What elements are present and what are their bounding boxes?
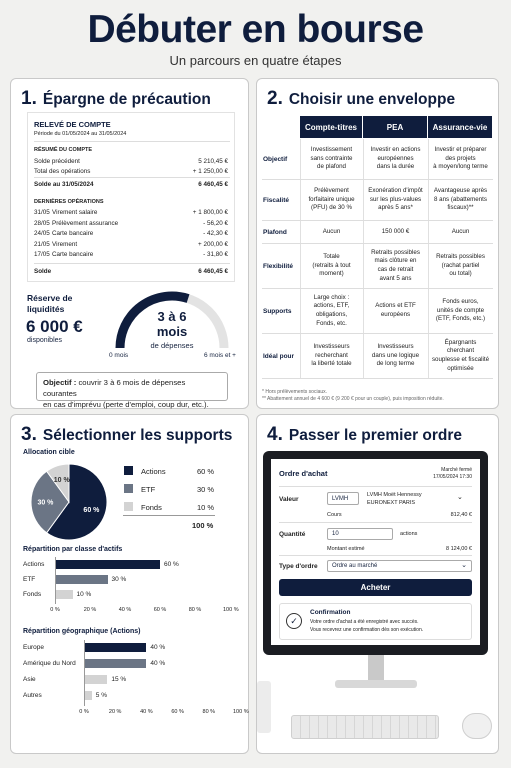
op-amount: - 56,20 € [203,219,228,227]
buy-button[interactable]: Acheter [279,579,472,596]
op-label: Virement [52,240,78,248]
bar-label: Europe [23,644,44,651]
legend-swatch [124,466,133,475]
monitor-stand [368,655,384,683]
bar-value: 30 % [111,576,127,583]
row-divider [262,378,493,379]
bar-value: 5 % [95,692,107,699]
row-label: Supports [263,307,292,315]
statement-period: Période du 01/05/2024 au 31/05/2024 [34,131,127,137]
order-form [271,459,480,645]
table-cell: Fonds euros, unités de compte (ETF, Fonds, etc.) [428,289,492,333]
bar [55,590,73,599]
gauge-caption: de dépenses [150,341,194,350]
op-amount: + 1 800,00 € [192,209,228,216]
bar-value: 40 % [150,660,166,667]
pie-label: 60 % [83,506,100,514]
bar-label: Asie [23,676,36,683]
confirmation-line-2: Vous recevrez une confirmation dès son exécution. [310,627,424,633]
table-cell: Prélèvement forfaitaire unique (PFU) de 30 % [300,180,362,220]
bar [84,659,146,668]
gauge-max: 6 mois et + [204,352,236,359]
bar-value: 10 % [76,591,92,598]
estimate-value: 8 124,00 € [446,546,472,552]
card1-title: 1. Épargne de précaution [21,88,211,109]
alloc-heading: Allocation cible [23,449,75,456]
last-ops-heading: DERNIÈRES OPÉRATIONS [34,199,104,205]
footnote-1: * Hors prélèvements sociaux. [262,389,328,395]
row-label: Plafond [263,228,287,236]
security-exchange: EURONEXT PARIS [367,500,416,506]
col-header: Compte-titres [300,116,362,138]
card3-title: 3. Sélectionner les supports [21,424,233,445]
prev-balance-value: 5 210,45 € [198,158,228,165]
balance-label: Solde au 31/05/2024 [34,181,94,188]
op-amount: - 42,30 € [203,230,228,237]
reserve-value: 6 000 € [26,317,83,336]
bar [84,691,92,700]
legend-swatch [124,502,133,511]
bar-label: Actions [23,561,45,568]
confirmation-heading: Confirmation [310,609,351,616]
col-header: Assurance-vie [428,116,492,138]
statement-heading: RELEVÉ DE COMPTE [34,120,111,129]
card-enveloppe [256,78,499,409]
op-date: 21/05 [34,240,50,248]
table-cell: Aucun [428,221,492,243]
ops-total-value: + 1 250,00 € [192,168,228,175]
table-cell: Exonération d'impôt sur les plus-values après 5 ans* [363,180,427,220]
order-type-select[interactable]: Ordre au marché ⌄ [327,560,472,572]
bar-label: Fonds [23,591,42,598]
quantity-input[interactable]: 10 [327,528,393,540]
legend-label: Actions [141,467,166,476]
quantity-label: Quantité [279,531,306,538]
summary-heading: RÉSUMÉ DU COMPTE [34,147,93,153]
op-amount: + 200,00 € [198,240,228,248]
bar-value: 40 % [150,644,166,651]
geo-heading: Répartition géographique (Actions) [23,628,141,635]
check-icon: ✓ [286,613,302,629]
bar-value: 60 % [164,561,179,568]
card4-title: 4. Passer le premier ordre [267,424,463,445]
total-value: 6 460,45 € [198,268,228,275]
table-cell: Aucun [300,221,362,243]
classes-heading: Répartition par classe d'actifs [23,546,123,553]
pie-label: 30 % [37,499,54,507]
axis-line [84,640,85,706]
cours-value: 812,40 € [450,512,472,518]
monitor-base [335,680,417,688]
bar-value: 15 % [111,676,127,683]
tick-label: 80 % [202,709,216,715]
market-date: 17/05/2024 17:30 [433,474,472,480]
table-cell: Investir et préparer des projets à moyen/long terme [428,139,492,179]
ticker-field[interactable]: LVMH [327,492,359,505]
table-cell: Avantageuse après 8 ans (abattements fiscaux)** [428,180,492,220]
card-supports [10,414,249,754]
cours-label: Cours [327,512,342,518]
legend-swatch [124,484,133,493]
legend-label: ETF [141,485,156,494]
op-label: Virement salaire [52,209,98,216]
op-label: Carte bancaire [52,230,94,237]
op-label: Carte bancaire [52,251,94,258]
pie-label: 10 % [53,477,70,485]
op-date: 24/05 [34,230,50,237]
reserve-sub: disponibles [27,337,63,344]
tick-label: 0 % [79,709,89,715]
ops-total-label: Total des opérations [34,168,91,175]
op-date: 17/05 [34,251,50,258]
confirmation-box [279,603,472,640]
keyboard [291,715,439,739]
tick-label: 20 % [83,607,97,613]
gauge-value: 3 à 6 mois [156,309,188,339]
row-label: Objectif [263,155,288,163]
table-cell: 150 000 € [363,221,427,243]
estimate-label: Montant estimé [327,546,365,552]
bar-label: ETF [23,576,36,583]
security-name: LVMH Moët Hennessy [367,492,422,498]
table-cell: Investisseurs recherchant la liberté totale [300,334,362,378]
balance-value: 6 460,45 € [198,181,228,188]
footnote-2: ** Abattement annuel de 4 600 € (9 200 € pour un couple), puis imposition réduite. [262,396,444,402]
prev-balance-label: Solde précédent [34,158,80,165]
tick-label: 20 % [108,709,122,715]
table-cell: Totale (retraits à tout moment) [300,244,362,288]
valeur-label: Valeur [279,496,299,503]
quantity-unit: actions [400,531,418,537]
alloc-total: 100 % [192,521,214,530]
bank-statement [27,112,235,282]
bar [84,675,107,684]
legend-value: 30 % [197,485,215,494]
tick-label: 80 % [188,607,202,613]
row-label: Fiscalité [263,196,290,204]
alloc-pie [29,462,109,542]
total-label: Solde [34,268,52,275]
reserve-label: Réserve de liquidités [27,293,73,315]
desk-object [257,681,271,733]
row-label: Idéal pour [263,352,295,360]
order-title: Ordre d'achat [279,469,328,478]
card-ordre [256,414,499,754]
chevron-down-icon[interactable]: ⌄ [457,494,463,501]
bar-label: Autres [23,692,42,699]
tick-label: 0 % [50,607,60,613]
table-cell: Épargnants cherchant souplesse et fiscalité optimisée [428,334,492,378]
card-epargne [10,78,249,409]
col-header: PEA [363,116,427,138]
mouse [462,713,492,739]
table-cell: Retraits possibles (rachat partiel ou total) [428,244,492,288]
op-amount: - 31,80 € [203,251,228,258]
legend-value: 60 % [197,467,215,476]
bar-label: Amérique du Nord [23,660,76,667]
row-label: Flexibilité [263,262,293,270]
tick-label: 40 % [118,607,132,613]
legend-label: Fonds [141,503,162,512]
bar [55,560,160,569]
axis-line [55,557,56,604]
objective-box: Objectif : couvrir 3 à 6 mois de dépenses courantes en cas d'imprévu (perte d'emploi, coup dur, etc.). [36,372,228,401]
table-cell: Large choix : actions, ETF, obligations, Fonds, etc. [300,289,362,333]
tick-label: 60 % [153,607,167,613]
bar [84,643,146,652]
table-cell: Investir en actions européennes dans la durée [363,139,427,179]
op-date: 31/05 [34,209,50,216]
tick-label: 100 % [233,709,249,715]
market-status: Marché fermé [441,467,472,473]
page-subtitle: Un parcours en quatre étapes [169,53,342,68]
op-date: 28/05 [34,219,50,227]
page-title: Débuter en bourse [87,8,424,51]
table-cell: Retraits possibles mais clôture en cas de retrait avant 5 ans [363,244,427,288]
confirmation-line-1: Votre ordre d'achat a été enregistré avec succès. [310,619,419,625]
bar [55,575,108,584]
tick-label: 40 % [140,709,153,715]
op-label: Prélèvement assurance [52,219,119,227]
table-cell: Investisseurs dans une logique de long terme [363,334,427,378]
table-cell: Investissement sans contrainte de plafond [300,139,362,179]
chevron-down-icon: ⌄ [461,562,467,569]
table-cell: Actions et ETF européens [363,289,427,333]
gauge-min: 0 mois [109,352,129,359]
order-type-label: Type d'ordre [279,563,318,570]
card2-title: 2. Choisir une enveloppe [267,88,456,109]
tick-label: 60 % [171,709,184,715]
tick-label: 100 % [223,607,239,613]
legend-value: 10 % [197,503,215,512]
